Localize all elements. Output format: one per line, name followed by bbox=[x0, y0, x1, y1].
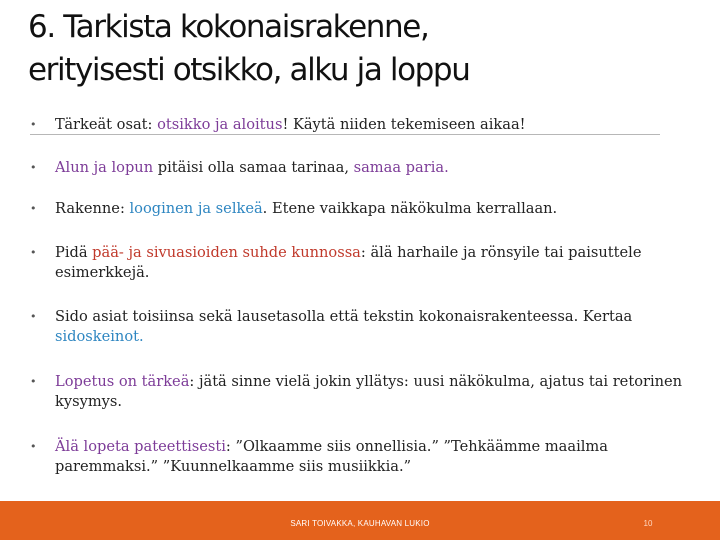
bullet-text-segment: Rakenne: bbox=[55, 200, 130, 217]
page-number: 10 bbox=[643, 519, 653, 528]
bullet-text bbox=[55, 199, 690, 219]
bullet-text-segment: pitäisi olla samaa tarinaa, bbox=[153, 159, 354, 176]
bullet-text bbox=[55, 243, 690, 283]
bullet-highlight: pää- ja sivuasioiden suhde kunnossa bbox=[92, 244, 361, 261]
bullet-text bbox=[55, 115, 690, 135]
bullet-item bbox=[30, 199, 690, 219]
bullet-text bbox=[55, 307, 690, 347]
bullet-highlight: Älä lopeta pateettisesti bbox=[55, 438, 226, 455]
bullet-dot-icon: • bbox=[30, 161, 37, 174]
bullet-text bbox=[55, 437, 690, 477]
bullet-text bbox=[55, 158, 690, 178]
bullet-highlight: Lopetus on tärkeä bbox=[55, 373, 190, 390]
bullet-highlight: otsikko ja aloitus bbox=[157, 116, 283, 133]
bullet-dot-icon: • bbox=[30, 202, 37, 215]
bullet-text-segment: : jätä sinne vielä jokin yllätys: uusi näkökulma, ajatus tai retorinen kysymys. bbox=[55, 373, 683, 410]
footer-author: SARI TOIVAKKA, KAUHAVAN LUKIO bbox=[290, 519, 430, 528]
bullet-text-segment: Sido asiat toisiinsa sekä lausetasolla että tekstin kokonaisrakenteessa. Kertaa bbox=[55, 308, 633, 325]
bullet-dot-icon: • bbox=[30, 310, 37, 323]
bullet-dot-icon: • bbox=[30, 118, 37, 131]
bullet-highlight: samaa paria. bbox=[353, 159, 449, 176]
bullet-item bbox=[30, 372, 690, 412]
bullet-item bbox=[30, 307, 690, 347]
bullet-item bbox=[30, 158, 690, 178]
bullet-dot-icon: • bbox=[30, 440, 37, 453]
title-line-1: 6. Tarkista kokonaisrakenne, bbox=[28, 9, 429, 45]
footer-bar bbox=[0, 501, 720, 540]
bullet-dot-icon: • bbox=[30, 375, 37, 388]
bullet-item bbox=[30, 437, 690, 477]
bullet-text-segment: ! Käytä niiden tekemiseen aikaa! bbox=[282, 116, 526, 133]
bullet-text-segment: : älä harhaile ja rönsyile tai paisuttele esimerkkejä. bbox=[55, 244, 642, 281]
bullet-text bbox=[55, 372, 690, 412]
bullet-text-segment: . Etene vaikkapa näkökulma kerrallaan. bbox=[262, 200, 558, 217]
bullet-text-segment: Tärkeät osat: bbox=[55, 116, 158, 133]
bullet-highlight: Alun ja lopun bbox=[55, 159, 154, 176]
bullet-item bbox=[30, 243, 690, 283]
bullet-dot-icon: • bbox=[30, 246, 37, 259]
bullet-item bbox=[30, 115, 690, 135]
title-line-2: erityisesti otsikko, alku ja loppu bbox=[28, 52, 470, 88]
bullet-highlight: looginen ja selkeä bbox=[129, 200, 263, 217]
slide-title bbox=[28, 6, 708, 92]
bullet-highlight: sidoskeinot. bbox=[55, 328, 144, 345]
bullet-text-segment: Pidä bbox=[55, 244, 93, 261]
bullet-text-segment: : ”Olkaamme siis onnellisia.” ”Tehkäämme maailma paremmaksi.” ”Kuunnelkaamme siis musiikkia.” bbox=[55, 438, 608, 475]
